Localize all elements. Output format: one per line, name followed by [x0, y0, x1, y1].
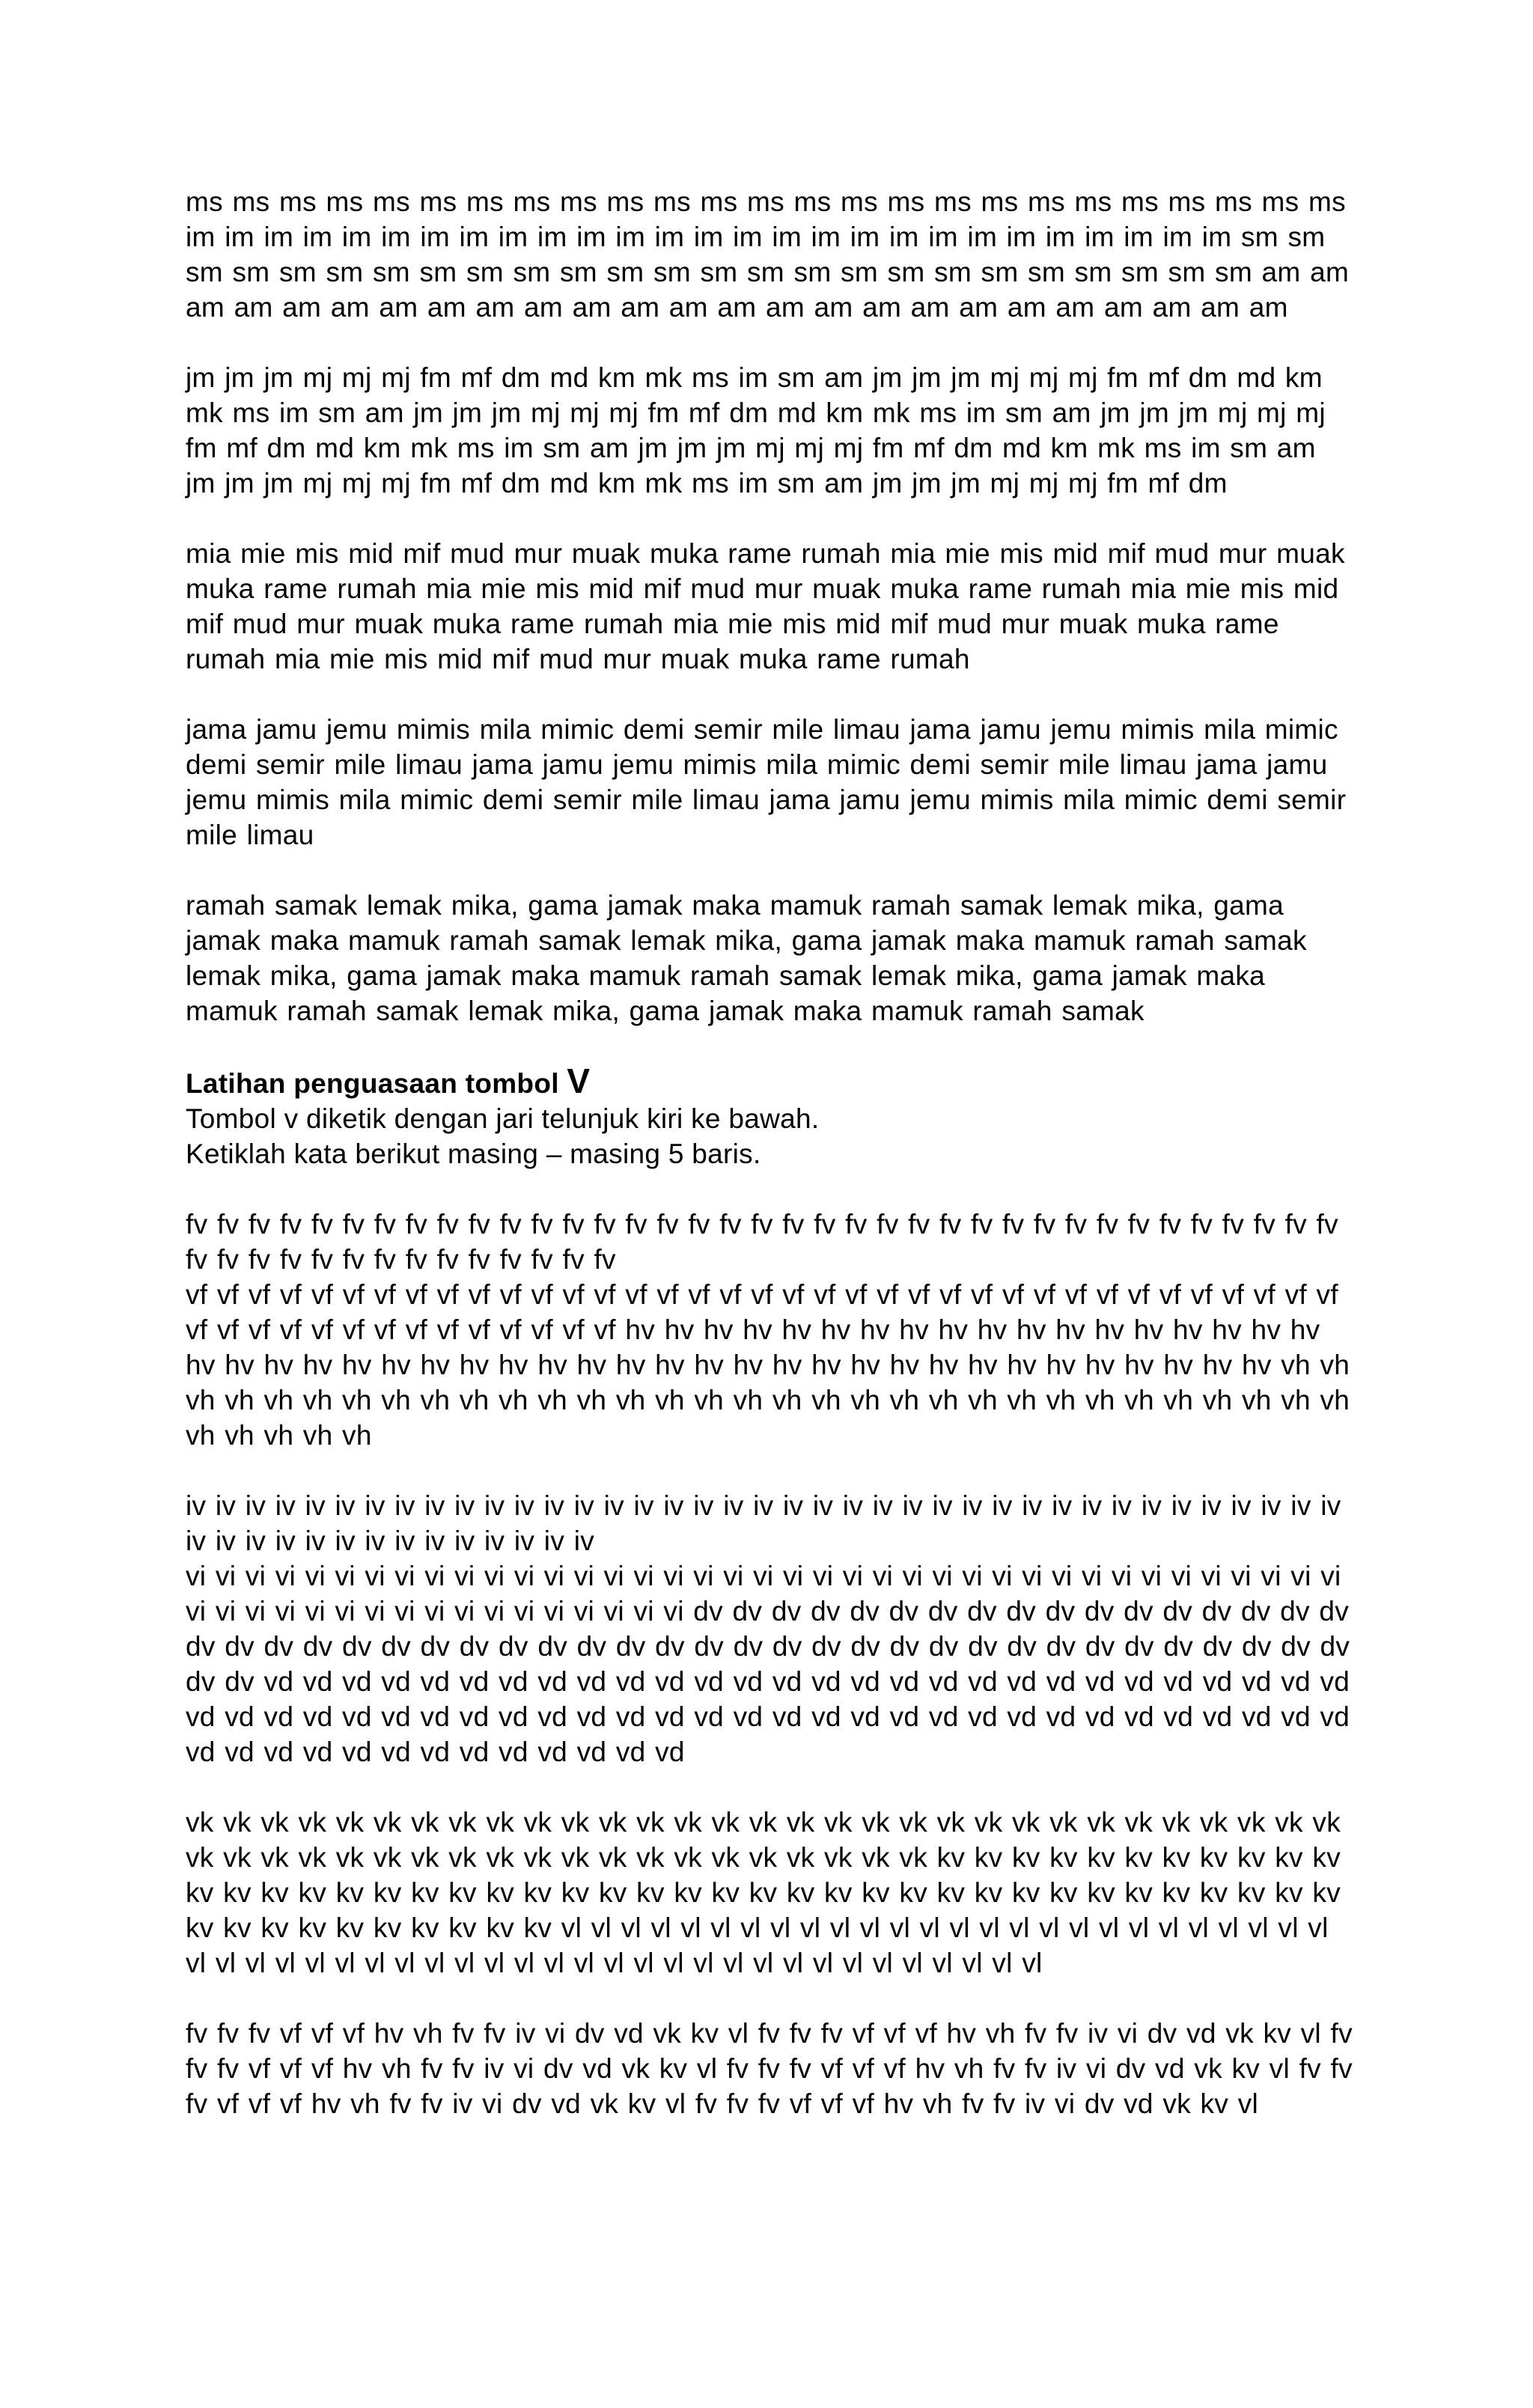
section-v-key — [186, 1061, 1353, 1171]
drill-paragraph-vi-dv-vd: vi vi vi vi vi vi vi vi vi vi vi vi vi vi vi vi vi vi vi vi vi vi vi vi vi vi vi vi vi vi vi vi vi vi vi vi vi vi vi vi vi vi vi vi vi vi vi vi vi vi vi vi vi vi vi vi dv dv dv dv dv dv dv dv dv dv dv dv dv dv dv dv dv dv dv dv dv dv dv dv dv dv dv dv dv dv dv dv dv dv dv dv dv dv dv dv dv dv dv dv dv dv dv dv dv vd vd vd vd vd vd vd vd vd vd vd vd vd vd vd vd vd vd vd vd vd vd vd vd vd vd vd vd vd vd vd vd vd vd vd vd vd vd vd vd vd vd vd vd vd vd vd vd vd vd vd vd vd vd vd vd vd vd vd vd vd vd vd vd vd vd vd vd vd vd vd — [186, 1561, 1350, 1767]
instruction-line-1: Tombol v diketik dengan jari telunjuk kiri ke bawah. — [186, 1103, 820, 1134]
drill-group-iv-vi — [186, 1488, 1353, 1770]
drill-paragraph-ramah-samak: ramah samak lemak mika, gama jamak maka mamuk ramah samak lemak mika, gama jamak maka mamuk ramah samak lemak mika, gama jamak maka mamuk ramah samak lemak mika, gama jamak maka mamuk ramah samak lemak mika, gama jamak maka mamuk ramah samak lemak mika, gama jamak maka mamuk ramah samak — [186, 890, 1307, 1026]
drill-group-fv-vf — [186, 1207, 1353, 1453]
drill-paragraph-ms-im-sm-am: ms ms ms ms ms ms ms ms ms ms ms ms ms ms ms ms ms ms ms ms ms ms ms ms ms im im im im im im im im im im im im im im im im im im im im im im im im im im im sm sm sm sm sm sm sm sm sm sm sm sm sm sm sm sm sm sm sm sm sm sm sm sm sm am am am am am am am am am am am am am am am am am am am am am am am am am — [186, 186, 1350, 323]
section-heading-text: Latihan penguasaan tombol — [186, 1068, 567, 1099]
drill-paragraph-mixed-v: fv fv fv vf vf vf hv vh fv fv iv vi dv vd vk kv vl fv fv fv vf vf vf hv vh fv fv iv vi dv vd vk kv vl fv fv fv vf vf vf hv vh fv fv iv vi dv vd vk kv vl fv fv fv vf vf vf hv vh fv fv iv vi dv vd vk kv vl fv fv fv vf vf vf hv vh fv fv iv vi dv vd vk kv vl fv fv fv vf vf vf hv vh fv fv iv vi dv vd vk kv vl — [186, 2018, 1353, 2119]
drill-paragraph-iv: iv iv iv iv iv iv iv iv iv iv iv iv iv iv iv iv iv iv iv iv iv iv iv iv iv iv iv iv iv iv iv iv iv iv iv iv iv iv iv iv iv iv iv iv iv iv iv iv iv iv iv iv iv — [186, 1490, 1341, 1556]
instruction-line-2: Ketiklah kata berikut masing – masing 5 baris. — [186, 1139, 761, 1169]
drill-paragraph-mia-mie: mia mie mis mid mif mud mur muak muka rame rumah mia mie mis mid mif mud mur muak muka rame rumah mia mie mis mid mif mud mur muak muka rame rumah mia mie mis mid mif mud mur muak muka rame rumah mia mie mis mid mif mud mur muak muka rame rumah mia mie mis mid mif mud mur muak muka rame rumah — [186, 538, 1345, 674]
drill-paragraph-fv: fv fv fv fv fv fv fv fv fv fv fv fv fv fv fv fv fv fv fv fv fv fv fv fv fv fv fv fv fv fv fv fv fv fv fv fv fv fv fv fv fv fv fv fv fv fv fv fv fv fv fv — [186, 1209, 1338, 1275]
section-heading — [186, 1061, 1353, 1101]
section-heading-key: V — [567, 1061, 591, 1100]
drill-paragraph-vf-hv-vh: vf vf vf vf vf vf vf vf vf vf vf vf vf vf vf vf vf vf vf vf vf vf vf vf vf vf vf vf vf vf vf vf vf vf vf vf vf vf vf vf vf vf vf vf vf vf vf vf vf vf vf hv hv hv hv hv hv hv hv hv hv hv hv hv hv hv hv hv hv hv hv hv hv hv hv hv hv hv hv hv hv hv hv hv hv hv hv hv hv hv hv hv hv hv hv hv hv vh vh vh vh vh vh vh vh vh vh vh vh vh vh vh vh vh vh vh vh vh vh vh vh vh vh vh vh vh vh vh vh vh vh vh vh vh — [186, 1279, 1350, 1451]
drill-paragraph-vk-kv-vl: vk vk vk vk vk vk vk vk vk vk vk vk vk vk vk vk vk vk vk vk vk vk vk vk vk vk vk vk vk vk vk vk vk vk vk vk vk vk vk vk vk vk vk vk vk vk vk vk vk vk vk kv kv kv kv kv kv kv kv kv kv kv kv kv kv kv kv kv kv kv kv kv kv kv kv kv kv kv kv kv kv kv kv kv kv kv kv kv kv kv kv kv kv kv kv kv kv kv kv kv kv kv kv vl vl vl vl vl vl vl vl vl vl vl vl vl vl vl vl vl vl vl vl vl vl vl vl vl vl vl vl vl vl vl vl vl vl vl vl vl vl vl vl vl vl vl vl vl vl vl vl vl vl vl vl vl vl vl — [186, 1807, 1341, 1978]
drill-paragraph-jm-mj: jm jm jm mj mj mj fm mf dm md km mk ms im sm am jm jm jm mj mj mj fm mf dm md km mk ms im sm am jm jm jm mj mj mj fm mf dm md km mk ms im sm am jm jm jm mj mj mj fm mf dm md km mk ms im sm am jm jm jm mj mj mj fm mf dm md km mk ms im sm am jm jm jm mj mj mj fm mf dm md km mk ms im sm am jm jm jm mj mj mj fm mf dm — [186, 362, 1326, 499]
document-page — [186, 184, 1353, 2156]
drill-paragraph-jama-jamu: jama jamu jemu mimis mila mimic demi semir mile limau jama jamu jemu mimis mila mimic demi semir mile limau jama jamu jemu mimis mila mimic demi semir mile limau jama jamu jemu mimis mila mimic demi semir mile limau jama jamu jemu mimis mila mimic demi semir mile limau — [186, 714, 1347, 850]
